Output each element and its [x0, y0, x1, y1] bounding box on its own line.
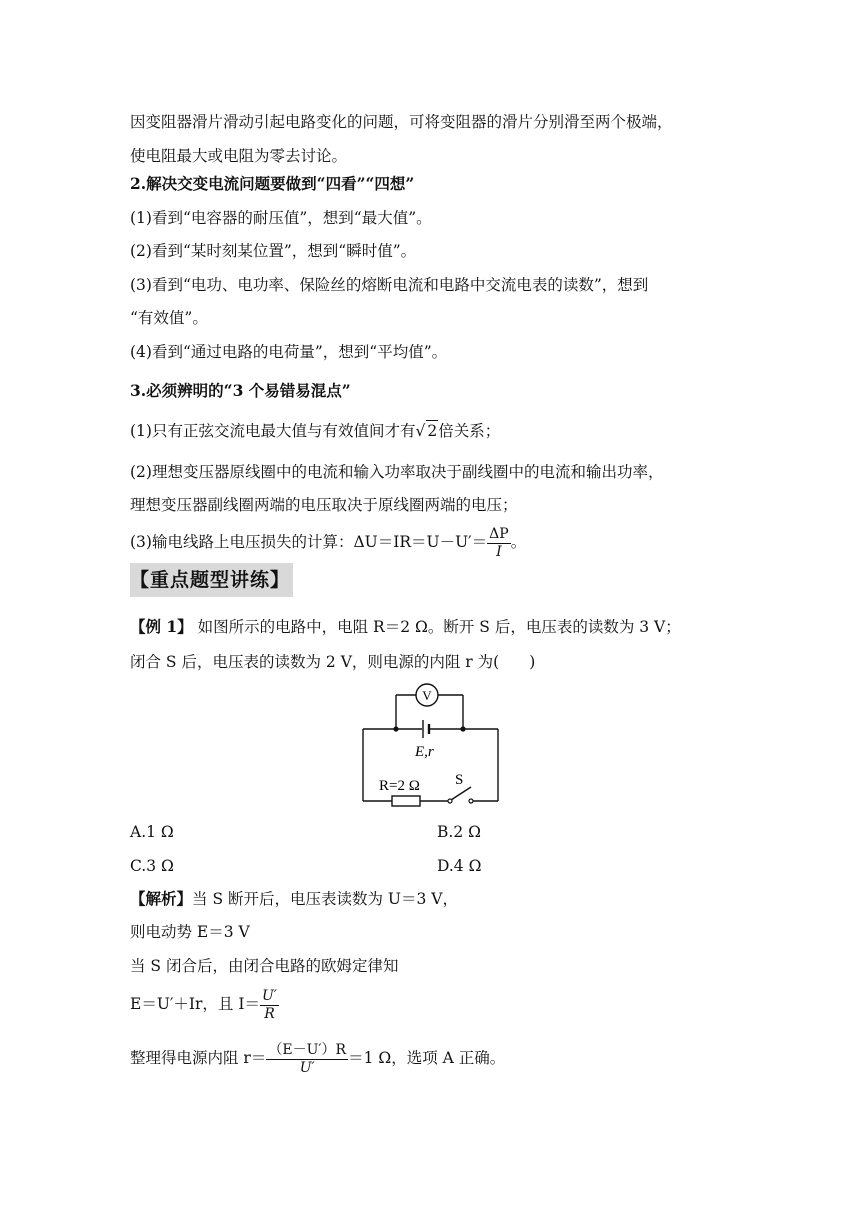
fraction-denominator: U′	[266, 1059, 348, 1077]
section-3-item-1-pre: (1)只有正弦交流电最大值与有效值间才有	[130, 422, 416, 440]
fraction-numerator: （E－U′）R	[268, 1041, 347, 1058]
resistor	[392, 796, 420, 806]
solution-line-3: 当 S 闭合后，由闭合电路的欧姆定律知	[130, 957, 399, 975]
section-2-title: 2.解决交变电流问题要做到“四看”“四想”	[130, 174, 415, 193]
solution-line-1	[130, 889, 458, 909]
section-3-item-1-post: 倍关系；	[438, 422, 501, 440]
solution-text-1: 当 S 断开后，电压表读数为 U＝3 V，	[192, 890, 458, 908]
section-2-item-3: (3)看到“电功、电功率、保险丝的熔断电流和电路中交流电表的读数”，想到	[130, 276, 649, 294]
section-2-item-3-cont: “有效值”。	[130, 309, 208, 327]
section-banner: 【重点题型讲练】	[130, 563, 293, 597]
solution-line-4	[130, 986, 279, 1023]
section-2-item-1: (1)看到“电容器的耐压值”，想到“最大值”。	[130, 209, 432, 227]
option-c: C.3 Ω	[130, 857, 174, 875]
resistor-label: R=2 Ω	[379, 778, 420, 794]
solution-line-4-pre: E＝U′＋Ir，且 I＝	[130, 995, 260, 1013]
fraction-denominator: I	[487, 543, 511, 561]
section-3-item-2: (2)理想变压器原线圈中的电流和输入功率取决于副线圈中的电流和输出功率，	[130, 463, 664, 481]
solution-line-2: 则电动势 E＝3 V	[130, 923, 250, 941]
sqrt-radicand: 2	[427, 422, 438, 440]
solution-line-5-pre: 整理得电源内阻 r＝	[130, 1049, 267, 1067]
solution-label: 【解析】	[130, 889, 193, 908]
example-line-2	[130, 652, 535, 672]
section-3-item-3-post: 。	[510, 533, 527, 551]
switch-contact-left	[448, 799, 452, 803]
solution-line-5	[130, 1040, 505, 1077]
circuit-diagram	[355, 683, 505, 808]
solution-line-5-post: ＝1 Ω，选项 A 正确。	[348, 1049, 506, 1067]
section-3-item-3	[130, 525, 526, 561]
fraction-denominator: R	[260, 1005, 279, 1023]
example-line-1	[130, 617, 681, 637]
option-d: D.4 Ω	[437, 857, 482, 875]
switch-label: S	[455, 772, 464, 788]
option-a: A.1 Ω	[130, 823, 174, 841]
section-3-item-1	[130, 420, 500, 441]
section-2-item-4: (4)看到“通过电路的电荷量”，想到“平均值”。	[130, 343, 448, 361]
junction-dot-left	[393, 726, 398, 731]
example-question-text: 如图所示的电路中，电阻 R＝2 Ω。断开 S 后，电压表的读数为 3 V；	[197, 618, 681, 636]
internal-resistance-fraction	[266, 1042, 348, 1077]
example-label: 【例 1】	[130, 617, 193, 636]
section-3-item-2-cont: 理想变压器副线圈两端的电压取决于原线圈两端的电压；	[130, 496, 518, 514]
switch-contact-right	[469, 799, 473, 803]
answer-paren-close: )	[529, 653, 536, 671]
junction-dot-right	[460, 726, 465, 731]
section-3-title: 3.必须辨明的“3 个易错易混点”	[130, 381, 351, 400]
section-3-item-3-pre: (3)输电线路上电压损失的计算：ΔU＝IR＝U－U′＝	[130, 533, 488, 551]
source-label: E,r	[415, 744, 434, 760]
section-2-item-2: (2)看到“某时刻某位置”，想到“瞬时值”。	[130, 242, 417, 260]
option-b: B.2 Ω	[437, 823, 481, 841]
example-question-text-2: 闭合 S 后，电压表的读数为 2 V，则电源的内阻 r 为(	[130, 653, 500, 671]
sqrt-symbol: √	[415, 422, 426, 440]
delta-p-over-i-fraction	[487, 526, 511, 561]
voltmeter-label: V	[422, 688, 432, 703]
switch-blade	[451, 787, 471, 800]
fraction-numerator: U′	[261, 987, 277, 1004]
fraction-numerator: ΔP	[489, 525, 509, 542]
intro-line-1: 因变阻器滑片滑动引起电路变化的问题，可将变阻器的滑片分别滑至两个极端，	[130, 113, 673, 131]
intro-line-2: 使电阻最大或电阻为零去讨论。	[130, 147, 348, 165]
u-over-r-fraction	[260, 988, 279, 1023]
